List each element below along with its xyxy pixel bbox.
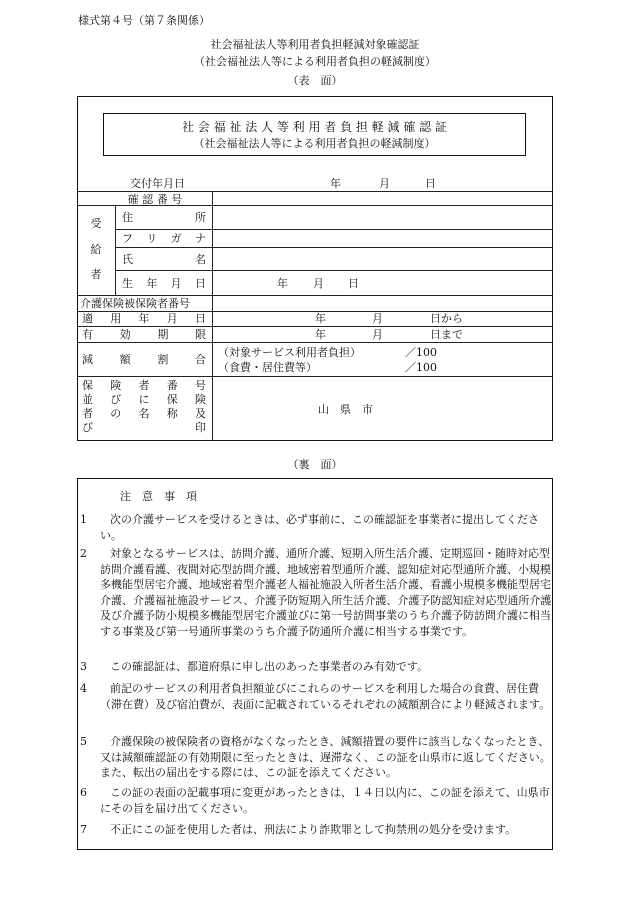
rate-service-value: ／100 <box>405 346 437 359</box>
note-3: 3 この確認証は、都道府県に申し出のあった事業者のみ有効です。 <box>80 660 429 673</box>
rate-service-label: （対象サービス利用者負担） <box>218 346 361 359</box>
form-number: 様式第４号（第７条関係） <box>78 14 210 27</box>
note-4: 4 前記のサービスの利用者負担額並びにこれらのサービスを利用した場合の食費、居住費（滞在費）及び宿泊費が、表面に記載されているそれぞれの減額割合により軽減されます。 <box>80 682 551 711</box>
birth-year: 年 <box>277 277 288 290</box>
insurer-label-row4: び 印 <box>82 421 206 434</box>
issue-year: 年 <box>330 177 341 190</box>
note-5: 5 介護保険の被保険者の資格がなくなったとき、減額措置の要件に該当しなくなったとき、又は減額確認証の有効期限に至ったときは、遅滞なく、この証を山県市に返してください。また、転出の届出をする際には、この証を添えてください。 <box>80 735 551 779</box>
issue-date-label: 交付年月日 <box>130 177 185 190</box>
recipient-label-2: 給 <box>90 243 102 256</box>
note-6: 6 この証の表面の記載事項に変更があったときは、１４日以内に、この証を添えて、山県市にその旨を届け出てください。 <box>80 786 550 815</box>
document-title: 社会福祉法人等利用者負担軽減対象確認証 <box>210 38 420 51</box>
reduction-rate-label: 減 額 割 合 <box>82 353 206 366</box>
document-subtitle: （社会福祉法人等による利用者負担の軽減制度） <box>194 55 436 68</box>
apply-date-label: 適 用 年 月 日 <box>82 312 206 325</box>
rate-food-value: ／100 <box>405 361 437 374</box>
birth-month: 月 <box>313 277 324 290</box>
recipient-label-1: 受 <box>90 217 102 230</box>
note-1: 1 次の介護サービスを受けるときは、必ず事前に、この確認証を事業者に提出してください。 <box>80 513 539 542</box>
valid-until: 日まで <box>430 328 463 341</box>
address-label: 住 所 <box>122 211 206 224</box>
front-side-label: （表 面） <box>287 74 343 87</box>
issue-month: 月 <box>379 177 390 190</box>
rate-food-label: （食費・居住費等） <box>218 361 317 374</box>
apply-year: 年 <box>315 312 326 325</box>
recipient-label-3: 者 <box>90 268 102 281</box>
apply-from: 日から <box>430 312 463 325</box>
furigana-label: フ リ ガ ナ <box>122 232 206 245</box>
insurer-label-row3: 者 の 名 称 及 <box>82 407 206 420</box>
notes-title: 注 意 事 項 <box>120 490 197 503</box>
birth-day: 日 <box>348 277 359 290</box>
confirm-no-label: 確 認 番 号 <box>127 193 183 206</box>
insurer-label-row1: 保 険 者 番 号 <box>82 379 206 392</box>
valid-year: 年 <box>315 328 326 341</box>
insurer-label-row2: 並 び に 保 険 <box>82 393 206 406</box>
card-title: 社 会 福 祉 法 人 等 利 用 者 負 担 軽 減 確 認 証 <box>181 120 448 134</box>
issue-day: 日 <box>425 177 436 190</box>
apply-month: 月 <box>372 312 383 325</box>
note-7: 7 不正にこの証を使用した者は、刑法により詐欺罪として拘禁刑の処分を受けます。 <box>80 823 517 836</box>
insured-number-label: 介護保険被保険者番号 <box>80 297 190 310</box>
card-subtitle: （社会福祉法人等による利用者負担の軽減制度） <box>193 137 436 150</box>
valid-period-label: 有 効 期 限 <box>82 328 206 341</box>
back-side-label: （裏 面） <box>287 458 343 471</box>
note-2: 2 対象となるサービスは、訪問介護、通所介護、短期入所生活介護、定期巡回・随時対応型訪問介護看護、夜間対応型訪問介護、地域密着型通所介護、認知症対応型通所介護、小規模多機能型居宅介護、地域密着型介護老人福祉施設入所者生活介護、看護小規模多機能型居宅介護、介護福祉施設サービス、介護予防短期入所生活介護、介護予防認知症対応型通所介護及び介護予防小規模多機能型居宅介護並びに第一号訪問事業のうち介護予防訪問介護に相当する事業及び第一号通所事業のうち介護予防通所介護に相当する事業です。 <box>80 547 552 638</box>
valid-month: 月 <box>372 328 383 341</box>
insurer-value: 山 県 市 <box>318 403 373 416</box>
name-label: 氏 名 <box>122 253 206 266</box>
birthdate-label: 生 年 月 日 <box>122 277 206 290</box>
